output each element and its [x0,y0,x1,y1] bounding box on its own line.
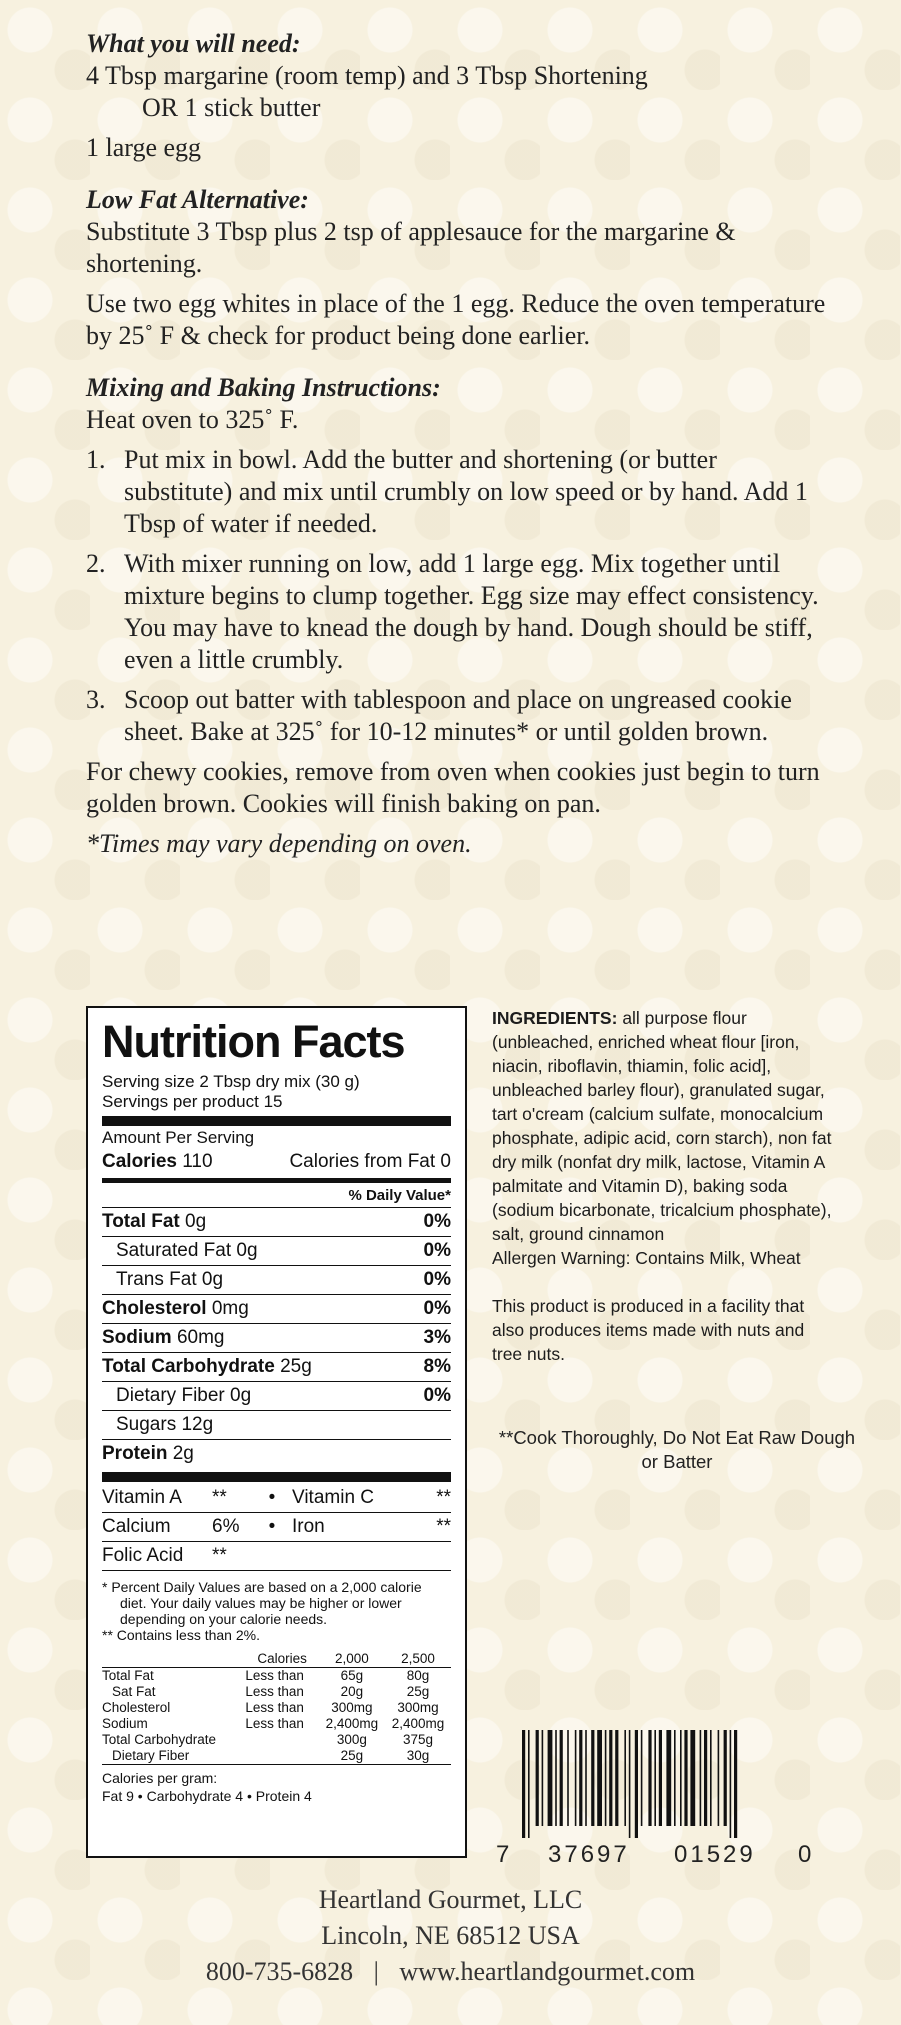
vitamin-c-value: ** [436,1487,451,1508]
serving-size: Serving size 2 Tbsp dry mix (30 g) [102,1072,360,1091]
nutrient-value: 0g [236,1240,258,1261]
step-text: With mixer running on low, add 1 large egg. Mix together until mixture begins to clump together. Egg size may effect consistency. You may have to knead the dough by hand. Dough should be stiff, even a little crumbly. [124,549,819,674]
barcode-bar [690,1730,695,1826]
barcode-bar [700,1730,702,1826]
barcode-digit-right: 0 [798,1841,812,1868]
barcode-bar [629,1730,631,1838]
ingredients-list: all purpose flour (unbleached, enriched wheat flour [iron, niacin, riboflavin, thiamin, folic acid], unbleached barley flour), granulated sugar, tart o'cream (calcium sulfate, monocalcium phosphate, adipic acid, corn starch), non fat dry milk (nonfat dry milk, lactose, Vitamin A palmitate and Vitamin D), baking soda (sodium bicarbonate, tricalcium phosphate), salt, ground cinnamon [492,1008,832,1244]
barcode-bar [654,1730,656,1826]
table-header-cell: Calories [245,1651,319,1668]
daily-value-header: % Daily Value* [102,1185,451,1208]
nutrient-dv: 3% [423,1327,451,1348]
nutrient-dv: 0% [423,1211,451,1232]
nutrient-value: 25g [280,1356,312,1377]
nutrient-row-cholesterol [102,1295,451,1324]
barcode-bar [674,1730,676,1826]
barcode-bar [597,1730,602,1826]
step-number: 1. [86,445,106,474]
company-website[interactable]: www.heartlandgourmet.com [399,1957,696,1986]
table-header-cell [102,1651,245,1668]
table-cell [245,1748,319,1765]
nutrient-row-saturated-fat [102,1237,451,1266]
step-3 [86,684,826,748]
nutrient-dv: 0% [423,1385,451,1406]
servings-per-product: Servings per product 15 [102,1092,283,1111]
vitamin-row-calcium-iron [102,1513,451,1542]
step-text: Scoop out batter with tablespoon and place on ungreased cookie sheet. Bake at 325˚ for 10-12 minutes* or until golden brown. [124,685,792,746]
calories-value: 110 [182,1151,213,1172]
table-cell: 300mg [331,1700,373,1715]
calcium-label: Calcium [102,1516,171,1537]
times-note: *Times may vary depending on oven. [86,829,472,858]
calories-per-gram-values: Fat 9 • Carbohydrate 4 • Protein 4 [102,1788,312,1804]
company-name: Heartland Gourmet, LLC [318,1885,583,1914]
chewy-paragraph: For chewy cookies, remove from oven when cookies just begin to turn golden brown. Cookies will finish baking on pan. [86,757,820,818]
footnote-less-than: ** Contains less than 2%. [102,1627,260,1643]
mixing-heading: Mixing and Baking Instructions: [86,373,441,402]
nutrient-label: Sodium [102,1327,172,1348]
step-1 [86,444,826,540]
folic-acid-value: ** [212,1545,227,1566]
table-header-cell: 2,000 [319,1651,385,1668]
barcode-bar [567,1730,569,1826]
calories-per-gram-label: Calories per gram: [102,1770,218,1786]
nutrient-label: Sugars [116,1414,177,1435]
nutrient-value: 2g [172,1443,194,1464]
nutrient-label: Dietary Fiber [116,1385,225,1406]
table-row [102,1732,451,1748]
table-cell: Total Fat [102,1668,154,1683]
iron-value: ** [436,1516,451,1537]
nutrient-value: 60mg [176,1327,225,1348]
barcode-bar [579,1730,582,1826]
nutrient-value: 0g [230,1385,252,1406]
nutrient-value: 0g [185,1211,207,1232]
barcode-bar [624,1730,626,1826]
table-row [102,1716,451,1732]
need-heading: What you will need: [86,29,301,58]
ingredients-text-block [492,1006,832,1246]
thick-divider [102,1472,451,1482]
calories-label: Calories [102,1151,177,1172]
need-line-1: 4 Tbsp margarine (room temp) and 3 Tbsp Shortening [86,61,648,90]
nutrient-label: Saturated Fat [116,1240,232,1261]
barcode-bar [730,1730,732,1838]
barcode-bar [734,1730,737,1838]
nutrient-label: Total Carbohydrate [102,1356,275,1377]
barcode-bar [536,1730,539,1826]
nutrient-label: Cholesterol [102,1298,207,1319]
barcode-bar [704,1730,707,1826]
nutrient-dv: 0% [423,1269,451,1290]
barcode-bar [615,1730,618,1826]
table-cell: Dietary Fiber [102,1748,245,1765]
company-phone: 800-735-6828 [205,1957,354,1986]
nutrient-label: Total Fat [102,1211,180,1232]
facility-notice: This product is produced in a facility that also produces items made with nuts and tree nuts. [492,1296,805,1364]
table-cell: Less than [245,1668,304,1683]
nutrient-row-sodium [102,1324,451,1353]
nutrient-row-protein [102,1440,451,1468]
footnotes [102,1579,451,1643]
barcode-bar [591,1730,594,1826]
calcium-value: 6% [212,1516,240,1537]
barcode-bar [542,1730,544,1826]
barcode-image [520,1730,820,1838]
cook-warning: **Cook Thoroughly, Do Not Eat Raw Dough or Batter [498,1427,856,1472]
nutrient-dv: 0% [423,1298,451,1319]
company-contact [0,1954,901,1990]
barcode-digit-left: 7 [496,1841,510,1868]
table-row [102,1700,451,1716]
recipe-instructions [86,28,826,860]
iron-label: Iron [292,1516,325,1537]
barcode-group-1: 37697 [548,1841,630,1868]
table-cell: 65g [340,1668,364,1683]
company-footer [0,1882,901,1990]
table-cell: 300mg [397,1700,439,1715]
step-number: 3. [86,685,106,714]
table-cell: 80g [406,1668,430,1683]
nutrient-row-sugars [102,1411,451,1440]
barcode-bar [659,1730,662,1826]
calories-from-fat: Calories from Fat 0 [289,1151,451,1172]
nutrient-row-dietary-fiber [102,1382,451,1411]
ingredients-label: INGREDIENTS: [492,1008,618,1028]
table-cell: 375g [402,1732,433,1747]
table-cell: Less than [245,1684,304,1699]
folic-acid-label: Folic Acid [102,1545,184,1566]
step-2 [86,548,826,676]
lowfat-paragraph-2: Use two egg whites in place of the 1 egg. Reduce the oven temperature by 25˚ F & check for product being done earlier. [86,289,826,350]
table-cell: 2,400mg [325,1716,379,1731]
allergen-warning: Allergen Warning: Contains Milk, Wheat [492,1248,801,1268]
thick-divider [102,1116,451,1126]
barcode-bar [560,1730,563,1826]
table-cell: Less than [245,1716,304,1731]
barcode-bar [680,1730,682,1826]
nutrient-value: 12g [181,1414,214,1435]
barcode-bar [648,1730,651,1826]
contact-separator: | [373,1957,379,1986]
table-cell: Cholesterol [102,1700,171,1715]
nutrient-dv: 8% [423,1356,451,1377]
heat-oven-line: Heat oven to 325˚ F. [86,405,299,434]
vitamin-row-a-c [102,1484,451,1513]
need-line-3: 1 large egg [86,133,202,162]
barcode-bar [684,1730,687,1826]
barcode-bar [710,1730,712,1826]
table-cell: Less than [245,1700,304,1715]
daily-value-table [102,1651,451,1765]
barcode-bar [522,1730,525,1838]
footnote-daily-values: * Percent Daily Values are based on a 2,000 calorie diet. Your daily values may be higher or lower depending on your calorie needs. [102,1579,422,1627]
table-cell [245,1732,319,1748]
company-address: Lincoln, NE 68512 USA [321,1921,580,1950]
nutrition-facts-panel [86,1006,467,1858]
need-line-2: OR 1 stick butter [142,93,321,122]
medium-divider [102,1178,451,1183]
nutrient-value: 0mg [211,1298,249,1319]
nutrient-dv: 0% [423,1240,451,1261]
table-cell: Sat Fat [112,1684,156,1699]
barcode-group-2: 01529 [674,1841,756,1868]
table-cell: Sodium [102,1716,148,1731]
barcode-bar [641,1730,643,1826]
barcode-bar [635,1730,638,1838]
step-text: Put mix in bowl. Add the butter and shortening (or butter substitute) and mix until crumbly on low speed or by hand. Add 1 Tbsp of water if needed. [124,445,808,538]
table-row [102,1668,451,1685]
nutrient-row-total-carbohydrate [102,1353,451,1382]
barcode-bar [575,1730,577,1826]
table-row [102,1684,451,1700]
table-cell: 20g [340,1684,364,1699]
barcode-bar [718,1730,720,1826]
step-number: 2. [86,549,106,578]
table-cell: 25g [406,1684,430,1699]
barcode-bar [605,1730,607,1826]
table-header-cell: 2,500 [385,1651,451,1668]
table-cell: 300g [336,1732,367,1747]
table-cell: 25g [319,1748,385,1765]
amount-per-serving: Amount Per Serving [102,1128,255,1147]
bullet: • [268,1516,276,1537]
barcode-bar [585,1730,587,1826]
lowfat-paragraph-1: Substitute 3 Tbsp plus 2 tsp of applesauce for the margarine & shortening. [86,217,736,278]
nutrient-value: 0g [201,1269,224,1290]
barcode-bar [666,1730,671,1826]
nutrient-row-total-fat [102,1208,451,1237]
table-header-row [102,1651,451,1668]
calories-row [102,1148,451,1176]
barcode-bar [609,1730,612,1826]
nutrient-label: Protein [102,1443,168,1464]
bullet: • [268,1487,276,1508]
table-row [102,1748,451,1765]
lowfat-heading: Low Fat Alternative: [86,185,309,214]
nutrition-title: Nutrition Facts [102,1016,405,1067]
nutrient-row-trans-fat [102,1266,451,1295]
table-cell: 30g [385,1748,451,1765]
vitamin-a-label: Vitamin A [102,1487,182,1508]
barcode-bar [528,1730,530,1838]
vitamin-c-label: Vitamin C [292,1487,375,1508]
barcode-bar [555,1730,557,1826]
vitamin-a-value: ** [212,1487,227,1508]
ingredients-block [492,1006,832,1366]
nutrient-label: Trans Fat [116,1269,197,1290]
vitamin-row-folic [102,1542,451,1571]
table-cell: Total Carbohydrate [102,1732,217,1747]
barcode-bar [548,1730,553,1826]
barcode-bar [724,1730,727,1826]
table-cell: 2,400mg [391,1716,445,1731]
